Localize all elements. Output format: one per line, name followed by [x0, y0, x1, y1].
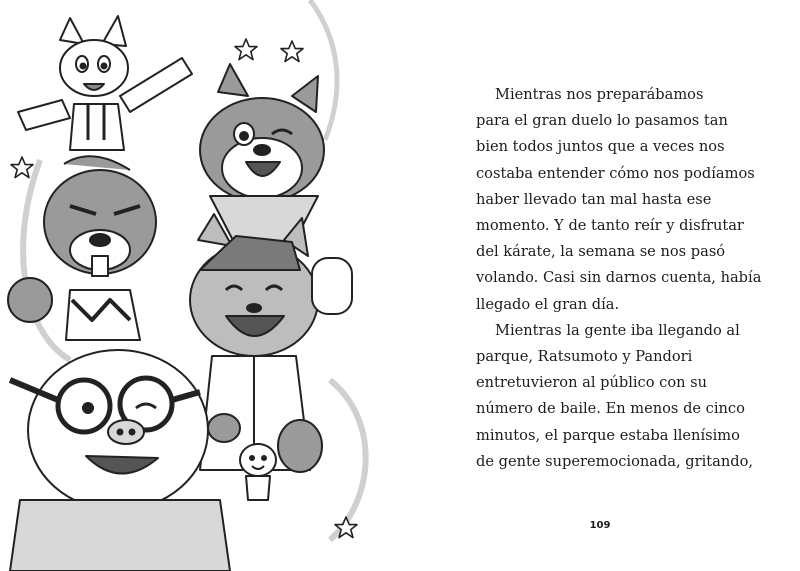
- swirl-line: [330, 380, 366, 540]
- paragraph: [476, 82, 762, 318]
- text-line: de gente superemocionada, gritando,: [476, 452, 754, 470]
- text-line: Mientras nos preparábamos: [495, 86, 704, 103]
- text-line: haber llevado tan mal hasta ese: [476, 190, 712, 208]
- fox-character: [18, 16, 192, 150]
- text-line: minutos, el parque estaba llenísimo: [476, 426, 740, 444]
- body-text: [476, 82, 762, 475]
- page-number: 109: [589, 520, 611, 531]
- text-line: momento. Y de tanto reír y disfrutar: [476, 217, 744, 235]
- paragraph: [476, 318, 754, 475]
- text-page: [400, 0, 800, 571]
- text-line: bien todos juntos que a veces nos: [476, 138, 725, 156]
- star-icon: [281, 41, 303, 62]
- text-line: parque, Ratsumoto y Pandori: [476, 348, 693, 366]
- text-line: llegado el gran día.: [476, 295, 620, 313]
- text-line: número de baile. En menos de cinco: [476, 400, 745, 418]
- text-line: Mientras la gente iba llegando al: [495, 321, 740, 339]
- text-line: para el gran duelo lo pasamos tan: [476, 112, 728, 130]
- text-line: costaba entender cómo nos podíamos: [476, 164, 755, 182]
- pig-character: [10, 350, 230, 571]
- star-icon: [11, 157, 33, 178]
- text-line: del kárate, la semana se nos pasó: [476, 243, 726, 261]
- swirl-line: [310, 0, 337, 140]
- star-icon: [235, 39, 257, 60]
- text-line: volando. Casi sin darnos cuenta, había: [476, 269, 762, 287]
- text-line: entretuvieron al público con su: [476, 374, 708, 392]
